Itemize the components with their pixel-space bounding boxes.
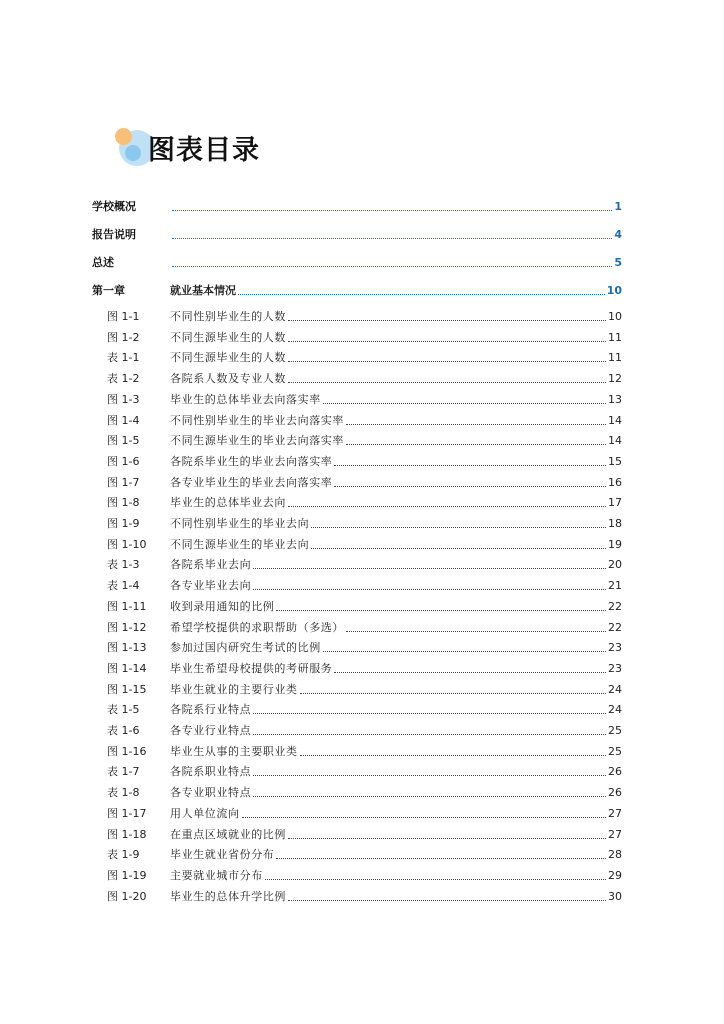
toc-leader bbox=[253, 775, 606, 776]
toc-page: 4 bbox=[614, 228, 622, 241]
toc-label: 学校概况 bbox=[92, 200, 136, 213]
toc-label: 图 1-9 bbox=[107, 517, 140, 530]
toc-entry[interactable] bbox=[92, 679, 622, 697]
toc-page: 24 bbox=[608, 703, 622, 717]
toc-label: 表 1-9 bbox=[107, 848, 140, 862]
toc-label: 图 1-11 bbox=[107, 599, 147, 613]
toc-entry[interactable] bbox=[92, 347, 622, 365]
toc-entry[interactable] bbox=[92, 617, 622, 635]
toc-page: 25 bbox=[608, 724, 622, 737]
toc-page: 14 bbox=[608, 434, 622, 448]
toc-page: 17 bbox=[608, 496, 622, 510]
toc-leader bbox=[334, 465, 606, 466]
toc-label: 表 1-4 bbox=[107, 579, 140, 593]
toc-label: 图 1-3 bbox=[107, 392, 140, 406]
toc-label: 图 1-6 bbox=[107, 454, 140, 468]
toc-leader bbox=[334, 672, 606, 673]
toc-text: 在重点区域就业的比例 bbox=[170, 827, 286, 841]
toc-text: 参加过国内研究生考试的比例 bbox=[170, 641, 321, 655]
toc-entry[interactable] bbox=[92, 844, 622, 862]
toc-leader bbox=[288, 320, 606, 321]
toc-major-entry[interactable] bbox=[92, 252, 622, 270]
toc-leader bbox=[265, 879, 606, 880]
toc-text: 毕业生的总体毕业去向落实率 bbox=[170, 392, 321, 406]
toc-entry[interactable] bbox=[92, 637, 622, 655]
toc-leader bbox=[288, 506, 606, 507]
toc-page: 27 bbox=[608, 827, 622, 841]
toc-page: 12 bbox=[608, 372, 622, 386]
toc-entry[interactable] bbox=[92, 513, 622, 531]
toc-entry[interactable] bbox=[92, 327, 622, 345]
toc-leader bbox=[334, 486, 606, 487]
toc-leader bbox=[311, 527, 606, 528]
toc-text: 不同性别毕业生的毕业去向落实率 bbox=[170, 413, 344, 427]
toc-page: 24 bbox=[608, 682, 622, 696]
toc-entry[interactable] bbox=[92, 720, 622, 738]
toc-label: 表 1-2 bbox=[107, 372, 140, 386]
toc-text: 毕业生希望母校提供的考研服务 bbox=[170, 661, 333, 675]
toc-leader bbox=[172, 238, 612, 239]
decorative-dot-icon bbox=[125, 145, 141, 161]
toc-entry[interactable] bbox=[92, 824, 622, 842]
toc-leader bbox=[172, 210, 612, 211]
toc-leader bbox=[253, 589, 606, 590]
toc-text: 收到录用通知的比例 bbox=[170, 599, 275, 613]
toc-text: 不同生源毕业生的人数 bbox=[170, 351, 286, 365]
toc-label: 报告说明 bbox=[92, 228, 136, 241]
toc-label: 图 1-12 bbox=[107, 620, 147, 634]
toc-leader bbox=[346, 444, 606, 445]
toc-label: 图 1-14 bbox=[107, 661, 147, 675]
toc-leader bbox=[300, 755, 606, 756]
toc-label: 表 1-5 bbox=[107, 703, 140, 717]
toc-page: 23 bbox=[608, 641, 622, 655]
toc-major-entry[interactable] bbox=[92, 224, 622, 242]
toc-text: 不同性别毕业生的毕业去向 bbox=[170, 517, 310, 530]
toc-page: 29 bbox=[608, 868, 622, 882]
toc-leader bbox=[253, 568, 606, 569]
toc-page: 25 bbox=[608, 744, 622, 758]
toc-entry[interactable] bbox=[92, 534, 622, 552]
toc-text: 各院系毕业生的毕业去向落实率 bbox=[170, 454, 333, 468]
toc-text: 各院系职业特点 bbox=[170, 765, 252, 779]
toc-label: 图 1-1 bbox=[107, 310, 140, 323]
toc-entry[interactable] bbox=[92, 575, 622, 593]
toc-text: 毕业生的总体升学比例 bbox=[170, 889, 286, 903]
toc-major-entry[interactable] bbox=[92, 196, 622, 214]
toc-label: 图 1-18 bbox=[107, 827, 147, 841]
toc-entry[interactable] bbox=[92, 761, 622, 779]
toc-leader bbox=[288, 900, 606, 901]
toc-leader bbox=[300, 693, 606, 694]
toc-label: 图 1-4 bbox=[107, 413, 140, 427]
toc-page: 26 bbox=[608, 765, 622, 779]
toc-leader bbox=[323, 651, 606, 652]
toc-entry[interactable] bbox=[92, 554, 622, 572]
toc-page: 10 bbox=[608, 310, 622, 323]
toc-leader bbox=[288, 838, 606, 839]
toc-text: 各专业毕业去向 bbox=[170, 579, 252, 593]
toc-entry[interactable] bbox=[92, 596, 622, 614]
toc-text: 毕业生的总体毕业去向 bbox=[170, 496, 286, 510]
toc-leader bbox=[346, 424, 606, 425]
toc-label: 表 1-1 bbox=[107, 351, 140, 365]
toc-text: 各专业行业特点 bbox=[170, 724, 252, 737]
toc-entry[interactable] bbox=[92, 451, 622, 469]
toc-entry[interactable] bbox=[92, 741, 622, 759]
toc-page: 22 bbox=[608, 620, 622, 634]
toc-entry[interactable] bbox=[92, 658, 622, 676]
toc-page: 11 bbox=[608, 330, 622, 344]
toc-label: 图 1-7 bbox=[107, 475, 140, 489]
toc-label: 表 1-7 bbox=[107, 765, 140, 779]
toc-text: 各院系毕业去向 bbox=[170, 558, 252, 572]
decorative-dot-icon bbox=[115, 128, 132, 145]
toc-page: 10 bbox=[606, 284, 622, 297]
toc-entry[interactable] bbox=[92, 368, 622, 386]
toc-label: 图 1-2 bbox=[107, 330, 140, 344]
toc-label: 图 1-19 bbox=[107, 868, 147, 882]
toc-entry[interactable] bbox=[92, 472, 622, 490]
toc-entry[interactable] bbox=[92, 389, 622, 407]
toc-leader bbox=[276, 610, 606, 611]
toc-page: 26 bbox=[608, 786, 622, 800]
toc-entry[interactable] bbox=[92, 803, 622, 821]
toc-text: 毕业生就业的主要行业类 bbox=[170, 682, 298, 696]
toc-page: 15 bbox=[608, 454, 622, 468]
toc-label: 总述 bbox=[92, 256, 114, 269]
title-block bbox=[108, 120, 308, 176]
toc-label: 图 1-10 bbox=[107, 537, 147, 551]
toc-label: 图 1-17 bbox=[107, 806, 147, 820]
toc-page: 22 bbox=[608, 599, 622, 613]
toc-text: 用人单位流向 bbox=[170, 806, 240, 820]
toc-label: 图 1-20 bbox=[107, 889, 147, 903]
toc-leader bbox=[238, 294, 605, 295]
toc-text: 希望学校提供的求职帮助（多选） bbox=[170, 620, 344, 634]
toc-page: 1 bbox=[614, 200, 622, 213]
toc-entry[interactable] bbox=[92, 410, 622, 428]
toc-major-entry[interactable] bbox=[92, 280, 622, 298]
toc-leader bbox=[253, 796, 606, 797]
toc-page: 30 bbox=[608, 889, 622, 903]
toc-page: 5 bbox=[614, 256, 622, 269]
toc-text: 不同生源毕业生的人数 bbox=[170, 330, 286, 344]
toc-label: 图 1-5 bbox=[107, 434, 140, 448]
page-title: 图表目录 bbox=[148, 135, 260, 166]
toc-text: 不同性别毕业生的人数 bbox=[170, 310, 286, 323]
toc-label: 图 1-8 bbox=[107, 496, 140, 510]
toc-entry[interactable] bbox=[92, 865, 622, 883]
toc-page: 23 bbox=[608, 661, 622, 675]
toc-entry[interactable] bbox=[92, 430, 622, 448]
toc-page: 27 bbox=[608, 806, 622, 820]
toc-entry[interactable] bbox=[92, 492, 622, 510]
toc-label: 图 1-13 bbox=[107, 641, 147, 655]
toc-page: 13 bbox=[608, 392, 622, 406]
toc-page: 19 bbox=[608, 537, 622, 551]
toc-entry[interactable] bbox=[92, 699, 622, 717]
toc-leader bbox=[253, 734, 606, 735]
toc-text: 主要就业城市分布 bbox=[170, 868, 263, 882]
toc-text: 不同生源毕业生的毕业去向 bbox=[170, 537, 310, 551]
toc-leader bbox=[276, 858, 606, 859]
toc-page: 28 bbox=[608, 848, 622, 862]
toc-text: 就业基本情况 bbox=[170, 284, 236, 297]
toc-text: 毕业生就业省份分布 bbox=[170, 848, 275, 862]
toc-leader bbox=[288, 382, 606, 383]
toc-leader bbox=[242, 817, 606, 818]
toc-leader bbox=[288, 341, 606, 342]
toc-text: 各专业毕业生的毕业去向落实率 bbox=[170, 475, 333, 489]
toc-text: 毕业生从事的主要职业类 bbox=[170, 744, 298, 758]
toc-leader bbox=[346, 631, 606, 632]
toc-leader bbox=[288, 361, 606, 362]
toc-page: 11 bbox=[608, 351, 622, 365]
toc-entry[interactable] bbox=[92, 782, 622, 800]
toc-page: 14 bbox=[608, 413, 622, 427]
toc-entry[interactable] bbox=[92, 306, 622, 324]
toc-text: 不同生源毕业生的毕业去向落实率 bbox=[170, 434, 344, 448]
toc-page: 21 bbox=[608, 579, 622, 593]
toc-label: 表 1-3 bbox=[107, 558, 140, 572]
toc-label: 表 1-6 bbox=[107, 724, 140, 737]
toc-page: 20 bbox=[608, 558, 622, 572]
toc-entry[interactable] bbox=[92, 886, 622, 904]
toc-label: 第一章 bbox=[92, 284, 125, 297]
toc-leader bbox=[323, 403, 606, 404]
toc-leader bbox=[253, 713, 606, 714]
toc-page: 18 bbox=[608, 517, 622, 530]
toc-text: 各院系行业特点 bbox=[170, 703, 252, 717]
toc-label: 图 1-15 bbox=[107, 682, 147, 696]
toc-leader bbox=[172, 266, 612, 267]
toc-text: 各院系人数及专业人数 bbox=[170, 372, 286, 386]
toc-text: 各专业职业特点 bbox=[170, 786, 252, 800]
toc-label: 图 1-16 bbox=[107, 744, 147, 758]
toc-page: 16 bbox=[608, 475, 622, 489]
toc-leader bbox=[311, 548, 606, 549]
toc-label: 表 1-8 bbox=[107, 786, 140, 800]
